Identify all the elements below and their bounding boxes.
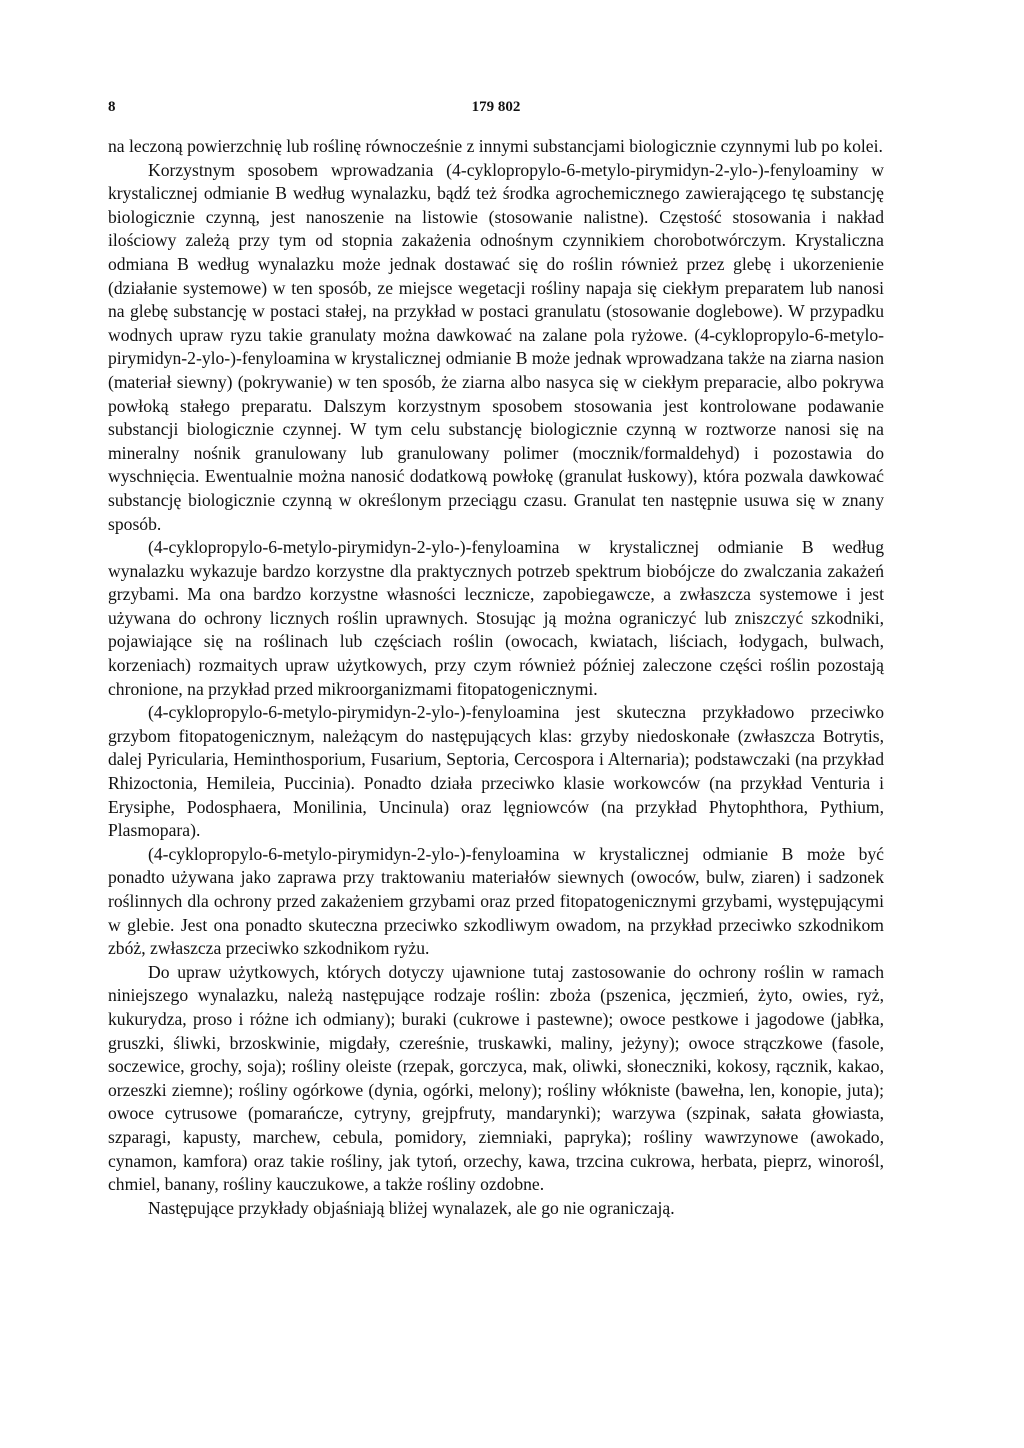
paragraph-4: (4-cyklopropylo-6-metylo-pirymidyn-2-ylo-)-fenyloamina jest skuteczna przykładowo przeciwko grzybom fitopatogenicznym, należącym do następujących klas: grzyby niedoskonałe (zwłaszcza Botrytis, dalej Pyricularia, Heminthosporium, Fusarium, Septoria, Cercospora i Alternaria); podstawczaki (na przykład Rhizoctonia, Hemileia, Puccinia). Ponadto działa przeciwko klasie workowców (na przykład Venturia i Erysiphe, Podosphaera, Monilinia, Uncinula) oraz lęgniowców (na przykład Phytophthora, Pythium, Plasmopara). <box>108 702 884 841</box>
paragraph-2: Korzystnym sposobem wprowadzania (4-cyklopropylo-6-metylo-pirymidyn-2-ylo-)-fenyloaminy w krystalicznej odmianie B według wynalazku, bądź też środka agrochemicznego zawierającego tę substancję biologicznie czynną, jest nanoszenie na listowie (stosowanie nalistne). Częstość stosowania i nakład ilościowy zależą przy tym od stopnia zakażenia odnośnym czynnikiem chorobotwórczym. Krystaliczna odmiana B według wynalazku może jednak dostawać się do roślin również przez glebę i ukorzenienie (działanie systemowe) w ten sposób, ze miejsce wegetacji rośliny napaja się ciekłym preparatem lub nanosi na glebę substancję w postaci stałej, na przykład w postaci granulatu (stosowanie doglebowe). W przypadku wodnych upraw ryzu takie granulaty można dawkować na zalane pola ryżowe. (4-cyklopropylo-6-metylo-pirymidyn-2-ylo-)-fenyloamina w krystalicznej odmianie B może jednak wprowadzana także na ziarna nasion (materiał siewny) (pokrywanie) w ten sposób, że ziarna albo nasyca się w ciekłym preparacie, albo pokrywa powłoką stałego preparatu. Dalszym korzystnym sposobem stosowania jest kontrolowane podawanie substancji biologicznie czynnej. W tym celu substancję biologicznie czynną w roztworze nanosi się na mineralny nośnik granulowany lub granulowany polimer (mocznik/formaldehyd) i pozostawia do wyschnięcia. Ewentualnie można nanosić dodatkową powłokę (granulat łuskowy), która pozwala dawkować substancję biologicznie czynną w określonym przeciągu czasu. Granulat ten następnie usuwa się w znany sposób. <box>108 159 884 534</box>
body-text <box>108 135 884 1220</box>
page-number: 8 <box>108 99 116 115</box>
paragraph-3: (4-cyklopropylo-6-metylo-pirymidyn-2-ylo-)-fenyloamina w krystalicznej odmianie B według wynalazku wykazuje bardzo korzystne dla praktycznych potrzeb spektrum biobójcze do zwalczania zakażeń grzybami. Ma ona bardzo korzystne własności lecznicze, zapobiegawcze, a zwłaszcza systemowe i jest używana do ochrony licznych roślin uprawnych. Stosując ją można ograniczyć lub zniszczyć szkodniki, pojawiające się na roślinach lub częściach roślin (owocach, kwiatach, liściach, łodygach, bulwach, korzeniach) rozmaitych upraw użytkowych, przy czym również później zaleczone części roślin pozostają chronione, na przykład przed mikroorganizmami fitopatogenicznymi. <box>108 537 884 699</box>
paragraph-7: Następujące przykłady objaśniają bliżej wynalazek, ale go nie ograniczają. <box>148 1197 675 1218</box>
paragraph-1: na leczoną powierzchnię lub roślinę równocześnie z innymi substancjami biologicznie czynnymi lub po kolei. <box>108 136 883 156</box>
paragraph-6: Do upraw użytkowych, których dotyczy ujawnione tutaj zastosowanie do ochrony roślin w ramach niniejszego wynalazku, należą następujące rodzaje roślin: zboża (pszenica, jęczmień, żyto, owies, ryż, kukurydza, proso i różne ich odmiany); buraki (cukrowe i pastewne); owoce pestkowe i jagodowe (jabłka, gruszki, śliwki, brzoskwinie, migdały, czereśnie, truskawki, maliny, jeżyny); owoce strączkowe (fasole, soczewice, grochy, soja); rośliny oleiste (rzepak, gorczyca, mak, oliwki, słoneczniki, kokosy, rącznik, kakao, orzeszki ziemne); rośliny ogórkowe (dynia, ogórki, melony); rośliny włókniste (bawełna, len, konopie, juta); owoce cytrusowe (pomarańcze, cytryny, grejpfruty, mandarynki); warzywa (szpinak, sałata głowiasta, szparagi, kapusty, marchew, cebula, pomidory, ziemniaki, papryka); rośliny wawrzynowe (awokado, cynamon, kamfora) oraz takie rośliny, jak tytoń, orzechy, kawa, trzcina cukrowa, herbata, pieprz, winorośl, chmiel, banany, rośliny kauczukowe, a także rośliny ozdobne. <box>108 961 884 1195</box>
patent-number: 179 802 <box>471 99 521 115</box>
paragraph-5: (4-cyklopropylo-6-metylo-pirymidyn-2-ylo-)-fenyloamina w krystalicznej odmianie B może być ponadto używana jako zaprawa przy traktowaniu materiałów siewnych (owoców, bulw, ziaren) i sadzonek roślinnych dla ochrony przed zakażeniem grzybami oraz przed fitopatogenicznymi grzybami, występującymi w glebie. Jest ona ponadto skuteczna przeciwko szkodliwym owadom, na przykład przeciwko szkodnikom zbóż, zwłaszcza przeciwko szkodnikom ryżu. <box>108 843 884 959</box>
page-header <box>108 95 884 119</box>
